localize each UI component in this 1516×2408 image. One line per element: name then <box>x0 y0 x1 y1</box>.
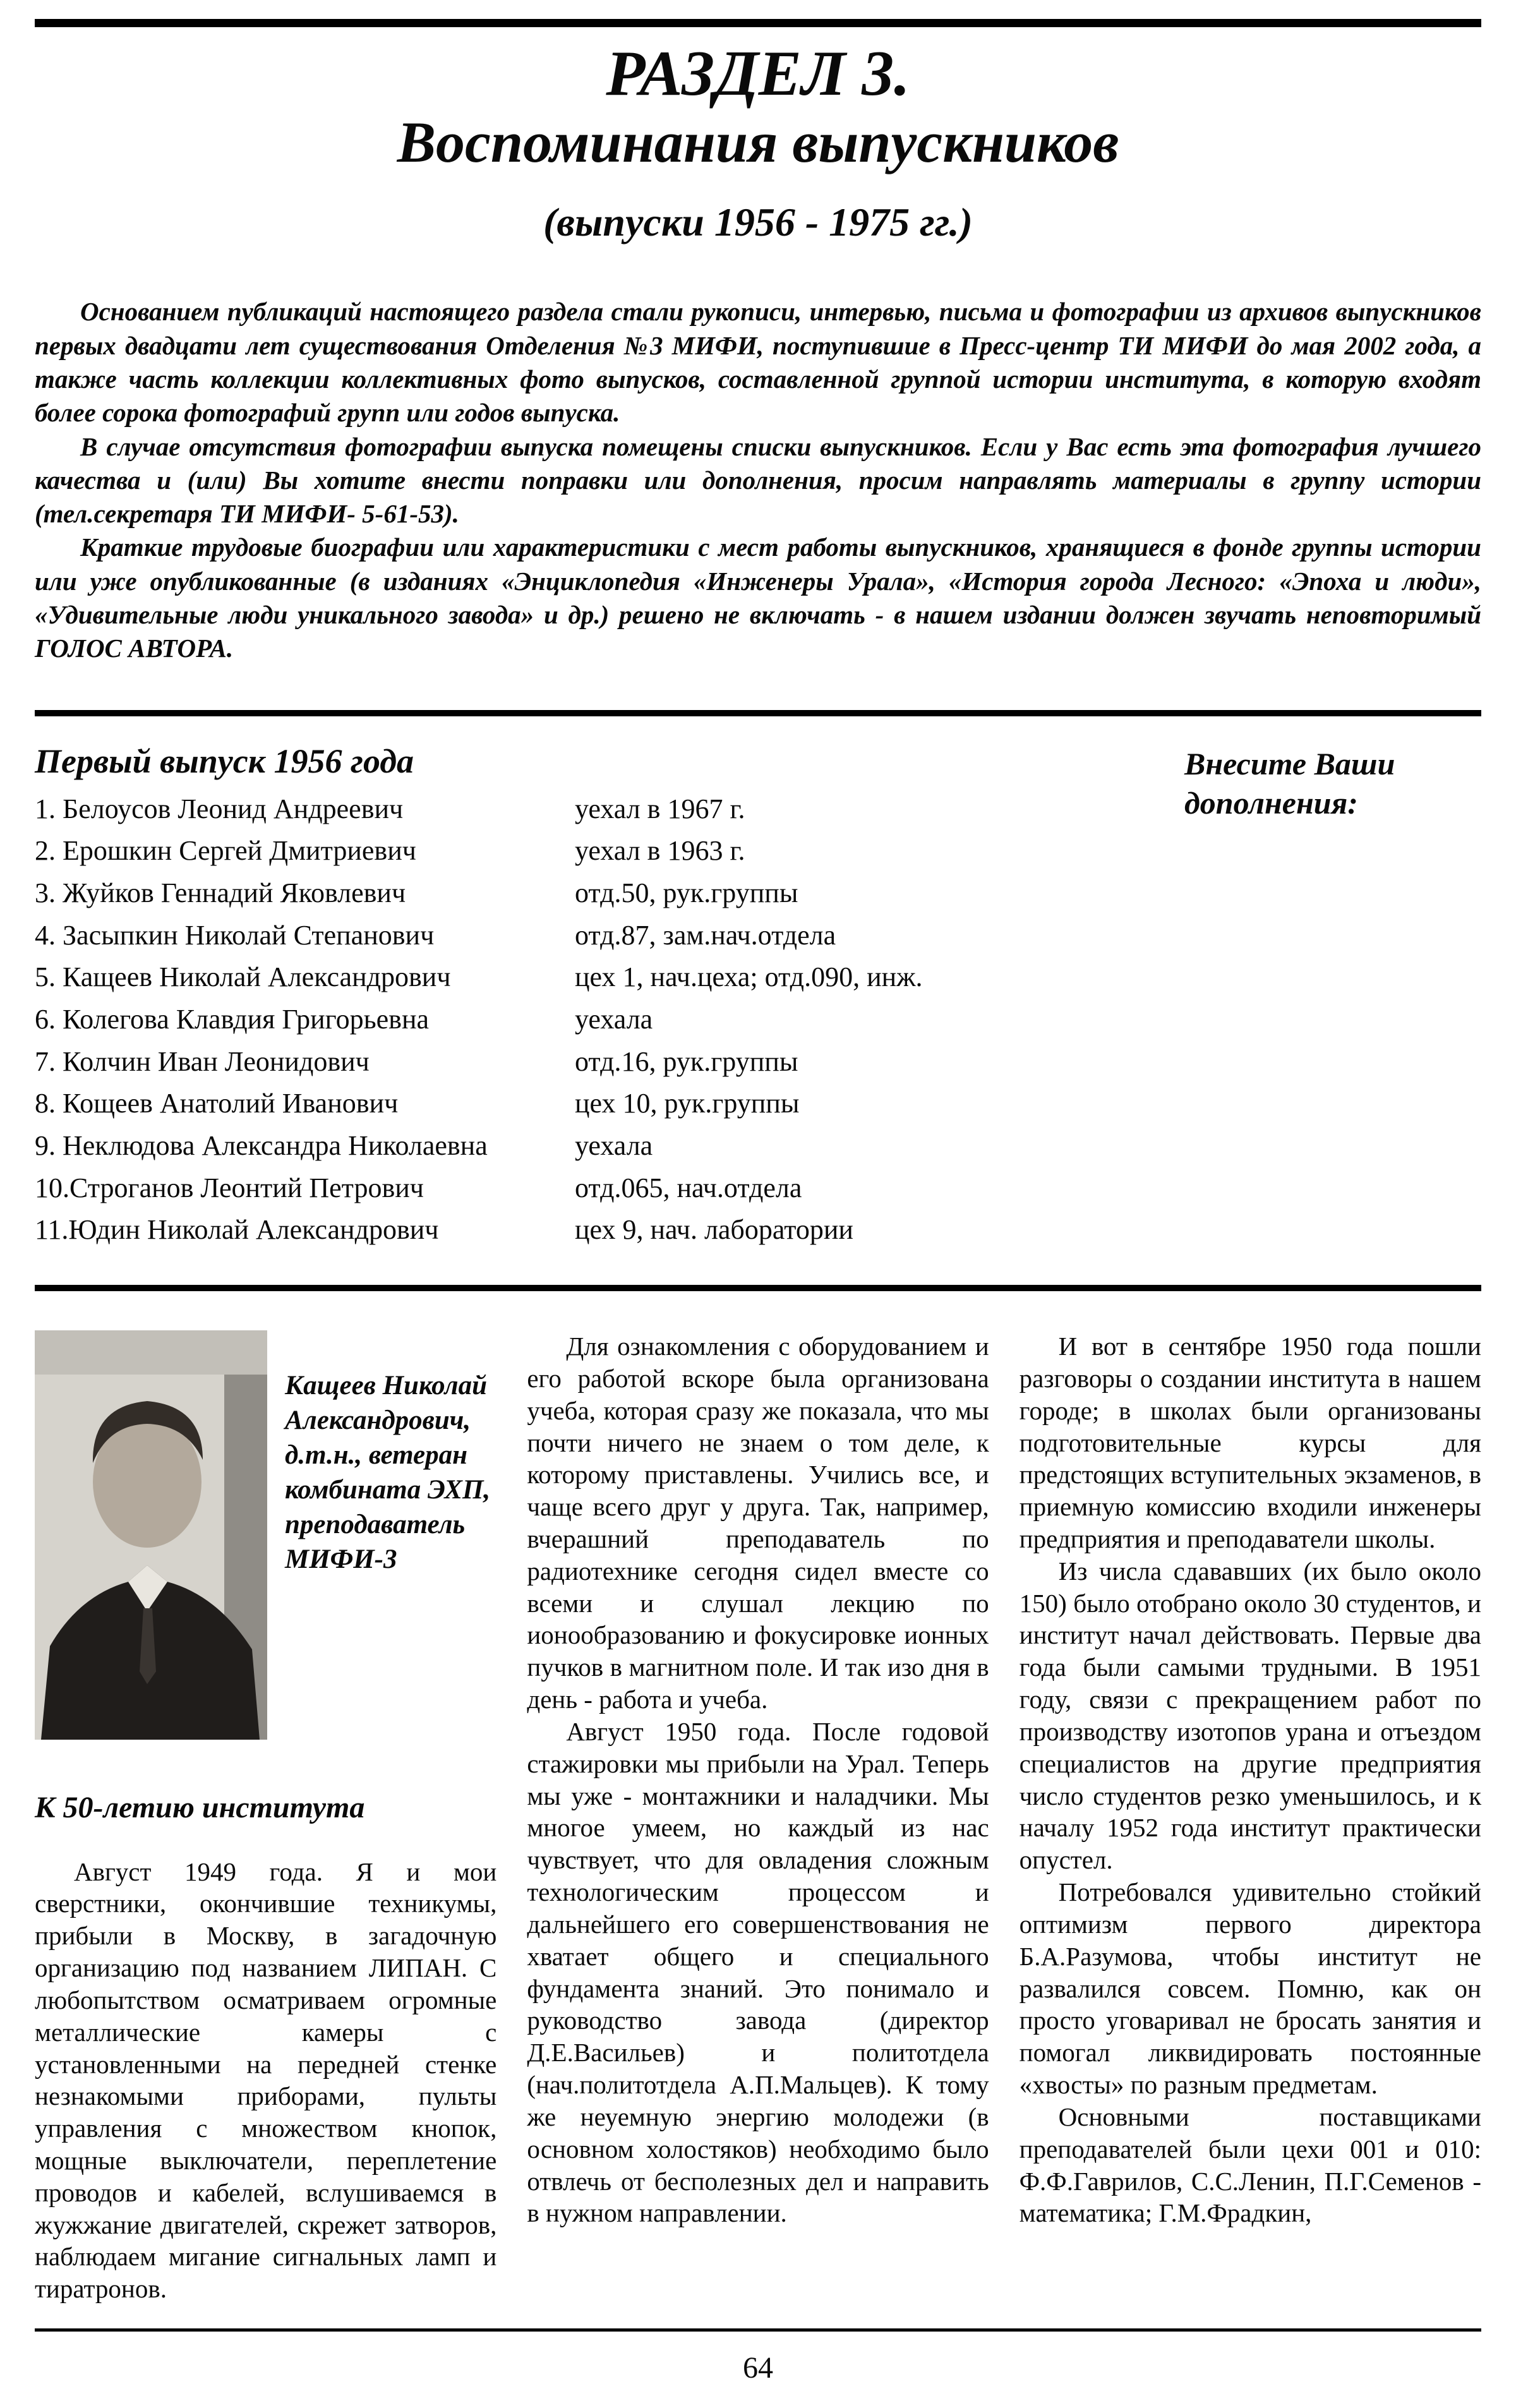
author-photo-block <box>35 1330 496 1740</box>
graduate-status: уехала <box>575 1004 653 1035</box>
graduate-status: уехала <box>575 1130 653 1162</box>
divider-rule <box>35 1285 1481 1291</box>
memoir-column-left <box>35 1330 496 2305</box>
memoir-section <box>35 1330 1481 2305</box>
graduate-name: 7. Колчин Иван Леонидович <box>35 1045 370 1077</box>
top-rule <box>35 19 1481 27</box>
portrait-photo <box>35 1330 267 1740</box>
memoir-heading: К 50-летию института <box>35 1791 365 1825</box>
page-footer <box>35 2328 1481 2385</box>
graduate-name: 6. Колегова Клавдия Григорьевна <box>35 1004 430 1035</box>
memoir-paragraph: Основными поставщиками преподавателей были цехи 001 и 010: Ф.Ф.Гаврилов, С.С.Ленин, П.Г.Семенов - математика; Г.М.Фрадкин, <box>1019 2102 1481 2228</box>
memoir-paragraph: Потребовался удивительно стойкий оптимизм первого директора Б.А.Разумова, чтобы институт не развалился совсем. Помню, как он просто уговаривал не бросать занятия и помогал ликвидировать постоянные «хвосты» по разным предметам. <box>1019 1877 1481 2100</box>
graduate-name: 3. Жуйков Геннадий Яковлевич <box>35 877 406 908</box>
memoir-column-right <box>1020 1330 1481 2305</box>
first-graduation-section <box>35 742 1481 1247</box>
graduate-status: цех 10, рук.группы <box>575 1088 800 1119</box>
memoir-paragraph: Август 1950 года. После годовой стажировки мы прибыли на Урал. Теперь мы уже - монтажники и наладчики. Мы многое умеем, но каждый из нас чувствует, что для овладения сложным технологическим процессом и дальнейшего его совершенствования не хватает общего и специального фундамента знаний. Это понимало и руководство завода (директор Д.Е.Васильев) и политотдела (нач.политотдела А.П.Мальцев). К тому же неуемную энергию молодежи (в основном холостяков) необходимо было отвлечь от бесполезных дел и направить в нужном направлении. <box>527 1716 989 2228</box>
graduate-name: 11.Юдин Николай Александрович <box>35 1214 439 1246</box>
page-number: 64 <box>743 2351 773 2385</box>
intro-paragraph <box>35 531 1481 665</box>
graduate-status: цех 9, нач. лаборатории <box>575 1214 853 1246</box>
graduates-list <box>35 792 1184 1247</box>
section-number-title: РАЗДЕЛ 3. <box>606 38 910 109</box>
graduate-status: отд.87, зам.нач.отдела <box>575 919 836 951</box>
memoir-column-middle <box>527 1330 989 2305</box>
intro-block <box>35 295 1481 665</box>
memoir-paragraph: Из числа сдававших (их было около 150) было отобрано около 30 студентов, и институт начал действовать. Первые два года были самыми трудными. В 1951 году, связи с прекращением работ по производству изотопов урана и отъездом специалистов на другие предприятия число студентов резко уменьшилось, и к началу 1952 года институт практически опустел. <box>1019 1556 1481 1875</box>
graduate-name: 10.Строганов Леонтий Петрович <box>35 1172 424 1203</box>
section-subtitle: (выпуски 1956 - 1975 гг.) <box>543 199 973 244</box>
memoir-paragraph: Август 1949 года. Я и мои сверстники, окончившие техникумы, прибыли в Москву, в загадочную организацию под названием ЛИПАН. С любопытством осматриваем огромные металлические камеры с установленными на передней стенке незнакомыми приборами, пульты управления с множеством кнопок, мощные выключатели, переплетение проводов и кабелей, вслушиваемся в жужжание двигателей, скрежет затворов, наблюдаем мигание сигнальных ламп и тиратронов. <box>35 1857 497 2304</box>
section-title: Воспоминания выпускников <box>397 110 1119 175</box>
memoir-paragraph: И вот в сентябре 1950 года пошли разговоры о создании института в нашем городе; в школах были организованы подготовительные курсы для предстоящих вступительных экзаменов, в приемную комиссию входили инженеры предприятия и преподаватели школы. <box>1019 1332 1481 1553</box>
graduate-status: цех 1, нач.цеха; отд.090, инж. <box>575 961 923 993</box>
graduate-name: 4. Засыпкин Николай Степанович <box>35 919 435 951</box>
graduate-name: 1. Белоусов Леонид Андреевич <box>35 793 404 824</box>
graduate-status: отд.16, рук.группы <box>575 1045 798 1077</box>
portrait-photo-graphic <box>35 1330 267 1740</box>
graduate-name: 9. Неклюдова Александра Николаевна <box>35 1130 488 1162</box>
memoir-paragraph: Для ознакомления с оборудованием и его работой вскоре была организована учеба, которая сразу же показала, что мы почти ничего не знаем о том деле, к которому приставлены. Учились все, и чаще всего друг у друга. Так, например, вчерашний преподаватель по радиотехнике сегодня сидел вместе со всеми и слушал лекцию по ионообразованию и фокусировке ионных пучков в магнитном поле. И так изо дня в день - работа и учеба. <box>527 1332 989 1714</box>
section-title-block <box>35 39 1481 244</box>
graduate-name: 2. Ерошкин Сергей Дмитриевич <box>35 835 416 867</box>
photo-caption: Кащеев Николай Александрович, д.т.н., ветеран комбината ЭХП, преподаватель МИФИ-3 <box>285 1371 491 1575</box>
divider-rule <box>35 710 1481 716</box>
graduate-status: уехал в 1967 г. <box>575 793 745 824</box>
graduate-status: отд.50, рук.группы <box>575 877 798 908</box>
footer-rule <box>35 2328 1481 2332</box>
additions-note: Внесите Ваши дополнения: <box>1184 745 1395 821</box>
intro-paragraph-emphasis: ГОЛОС АВТОРА. <box>35 634 234 663</box>
graduate-name: 8. Кощеев Анатолий Иванович <box>35 1088 399 1119</box>
graduate-name: 5. Кащеев Николай Александрович <box>35 961 451 993</box>
intro-paragraph: В случае отсутствия фотографии выпуска помещены списки выпускников. Если у Вас есть эта фотография лучшего качества и (или) Вы хотите внести поправки или дополнения, просим направлять материалы в группу истории (тел.секретаря ТИ МИФИ- 5-61-53). <box>35 431 1481 529</box>
graduates-list-block <box>35 742 1184 1247</box>
graduate-status: уехал в 1963 г. <box>575 835 745 867</box>
intro-paragraph-text: Краткие трудовые биографии или характеристики с мест работы выпускников, хранящиеся в фонде группы истории или уже опубликованные (в изданиях «Энциклопедия «Инженеры Урала», «История города Лесного: «Эпоха и люди», «Удивительные люди уникального завода» и др.) решено не включать - в нашем издании должен звучать неповторимый <box>35 533 1481 630</box>
intro-paragraph: Основанием публикаций настоящего раздела стали рукописи, интервью, письма и фотографии из архивов выпускников первых двадцати лет существования Отделения №3 МИФИ, поступившие в Пресс-центр ТИ МИФИ до мая 2002 года, а также часть коллекции коллективных фото выпусков, составленной группой истории института, в которую входят более сорока фотографий групп или годов выпуска. <box>35 297 1481 428</box>
graduate-status: отд.065, нач.отдела <box>575 1172 802 1203</box>
graduation-heading: Первый выпуск 1956 года <box>35 742 414 780</box>
